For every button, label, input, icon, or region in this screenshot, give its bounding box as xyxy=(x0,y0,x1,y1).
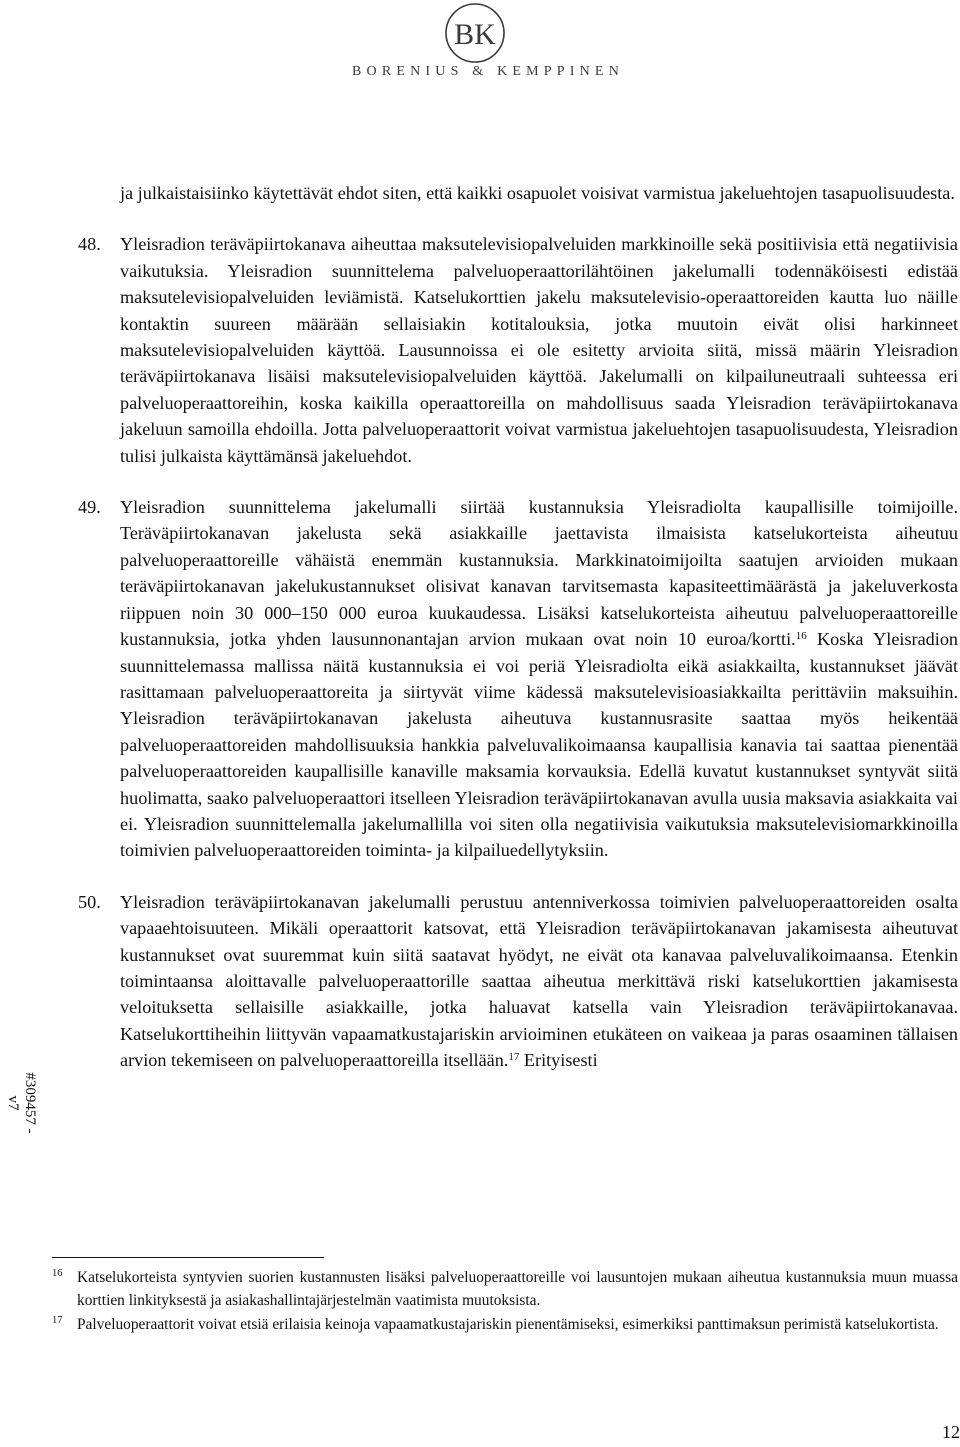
paragraph-number: 48. xyxy=(78,234,101,255)
footnote-text: Katselukorteista syntyvien suorien kustannusten lisäksi palveluoperaattoreille voi lausuntojen mukaan aiheutua kustannuksia muun muassa korttien linkityksestä ja asiakashallintajärjestelmän vaatimista muutoksista. xyxy=(77,1269,958,1309)
paragraph-text-continued: Koska Yleisradion suunnittelemassa mallissa näitä kustannuksia ei voi periä Yleisradiolta eikä asiakkailta, kustannukset jäävät rasittamaan palveluoperaattoreita ja siirtyvät viime kädessä maksutelevisioasiakkailta perittäviin maksuihin. Yleisradion teräväpiirtokanavan jakelusta aiheutuva kustannusrasite saattaa myös heikentää palveluoperaattoreiden mahdollisuuksia hankkia palveluvalikoimaansa kaupallisia kanavia tai saattaa pienentää palveluoperaattoreiden kaupallisille kanaville maksamia korvauksia. Edellä kuvatut kustannukset syntyvät siitä huolimatta, saako palveluoperaattori itselleen Yleisradion teräväpiirtokanavan avulla uusia maksavia asiakkaita vai ei. Yleisradion suunnittelemalla jakelumallilla voi siten olla negatiivisia vaikutuksia maksutelevisiomarkkinoilla toimivien palveluoperaattoreiden toiminta- ja kilpailuedellytyksiin. xyxy=(120,629,959,861)
borenius-kemppinen-logo xyxy=(444,2,506,64)
paragraph-48 xyxy=(78,231,958,469)
footnote-16 xyxy=(52,1267,958,1312)
paragraph-text-continued: Erityisesti xyxy=(519,1050,598,1071)
footnote-number: 16 xyxy=(52,1268,63,1279)
page-header xyxy=(0,0,960,90)
page-number: 12 xyxy=(942,1422,960,1442)
footnote-divider xyxy=(52,1257,324,1258)
paragraph-text: Yleisradion teräväpiirtokanavan jakelumalli perustuu antenniverkossa toimivien palveluoperaattoreiden osalta vapaaehtoisuuteen. Mikäli operaattorit katsovat, että Yleisradion teräväpiirtokanavan jakamisesta aiheutuvat kustannukset ovat suuremmat kuin siitä saatavat hyödyt, ne eivät ota kanavaa palveluvalikoimaansa. Etenkin toimintaansa aloittavalle palveluoperaattorille saattaa aiheutua merkittävä riski katselukorttien jakamisesta veloituksetta sellaisille asiakkaille, jotka haluavat katsella vain Yleisradion teräväpiirtokanavaa. Katselukorttiheihin liittyvän vapaamatkustajariskin arvioiminen etukäteen on vaikeaa ja paras osaaminen tällaisen arvion tekemiseen on palveluoperaattoreilla itsellään. xyxy=(120,891,958,1071)
document-body xyxy=(78,180,959,1099)
paragraph-number: 50. xyxy=(78,891,101,912)
paragraph-number: 49. xyxy=(78,497,101,518)
paragraph-text: Yleisradion suunnittelema jakelumalli siirtää kustannuksia Yleisradiolta kaupallisille toimijoille. Teräväpiirtokanavan jakelusta sekä asiakkaille jaettavista ilmaisista katselukorteista aiheutuu palveluoperaattoreille vähäistä enemmän kustannuksia. Markkinatoimijoilta saatujen arvioiden mukaan teräväpiirtokanavan jakelukustannukset olisivat kanavan tarvitsemasta kapasiteettimäärästä ja jakeluverkosta riippuen noin 30 000–150 000 euroa kuukaudessa. Lisäksi katselukorteista aiheutuu palveluoperaattoreille kustannuksia, jotka yhden lausunnonantajan arvion mukaan ovat noin 10 euroa/kortti. xyxy=(120,497,958,650)
footnote-number: 17 xyxy=(52,1315,63,1326)
footnote-17 xyxy=(52,1314,958,1337)
footnote-ref-16[interactable]: 16 xyxy=(795,630,807,643)
paragraph-49 xyxy=(78,494,959,864)
paragraph-text: Yleisradion teräväpiirtokanava aiheuttaa maksutelevisiopalveluiden markkinoille sekä positiivisia että negatiivisia vaikutuksia. Yleisradion suunnittelema palveluoperaattorilähtöinen jakelumalli todennäköisesti edistää maksutelevisiopalveluiden leviämistä. Katselukorttien jakelu maksutelevisio-operaattoreiden kautta luo näille kontaktin suureen määrään sellaisiakin kotitalouksia, jotka muutoin eivät olisi harkinneet maksutelevisiopalveluiden käyttöä. Lausunnoissa ei ole esitetty arvioita siitä, missä määrin Yleisradion teräväpiirtokanava lisäisi maksutelevisiopalveluiden käyttöä. Jakelumalli on kilpailuneutraali suhteessa eri palveluoperaattoreihin, koska kaikilla operaattoreilla on mahdollisuus saada Yleisradion teräväpiirtokanava jakeluun samoilla ehdoilla. Jotta palveluoperaattorit voivat varmistua jakeluehtojen tasapuolisuudesta, Yleisradion tulisi julkaista käyttämänsä jakeluehdot. xyxy=(120,234,958,466)
footnote-text: Palveluoperaattorit voivat etsiä erilaisia keinoja vapaamatkustajariskin pienentämiseksi, esimerkiksi panttimaksun perimistä katselukortista. xyxy=(77,1316,939,1333)
paragraph-50 xyxy=(78,889,958,1074)
footnote-ref-17[interactable]: 17 xyxy=(508,1051,520,1064)
document-id: #309457 - v7 xyxy=(5,1072,38,1134)
paragraph-continuation xyxy=(120,180,958,206)
paragraph-text: ja julkaistaisiinko käytettävät ehdot siten, että kaikki osapuolet voisivat varmistua jakeluehtojen tasapuolisuudesta. xyxy=(120,183,955,203)
firm-name: BORENIUS & KEMPPINEN xyxy=(351,64,624,79)
footnotes xyxy=(52,1267,958,1339)
svg-text:BK: BK xyxy=(454,18,496,51)
